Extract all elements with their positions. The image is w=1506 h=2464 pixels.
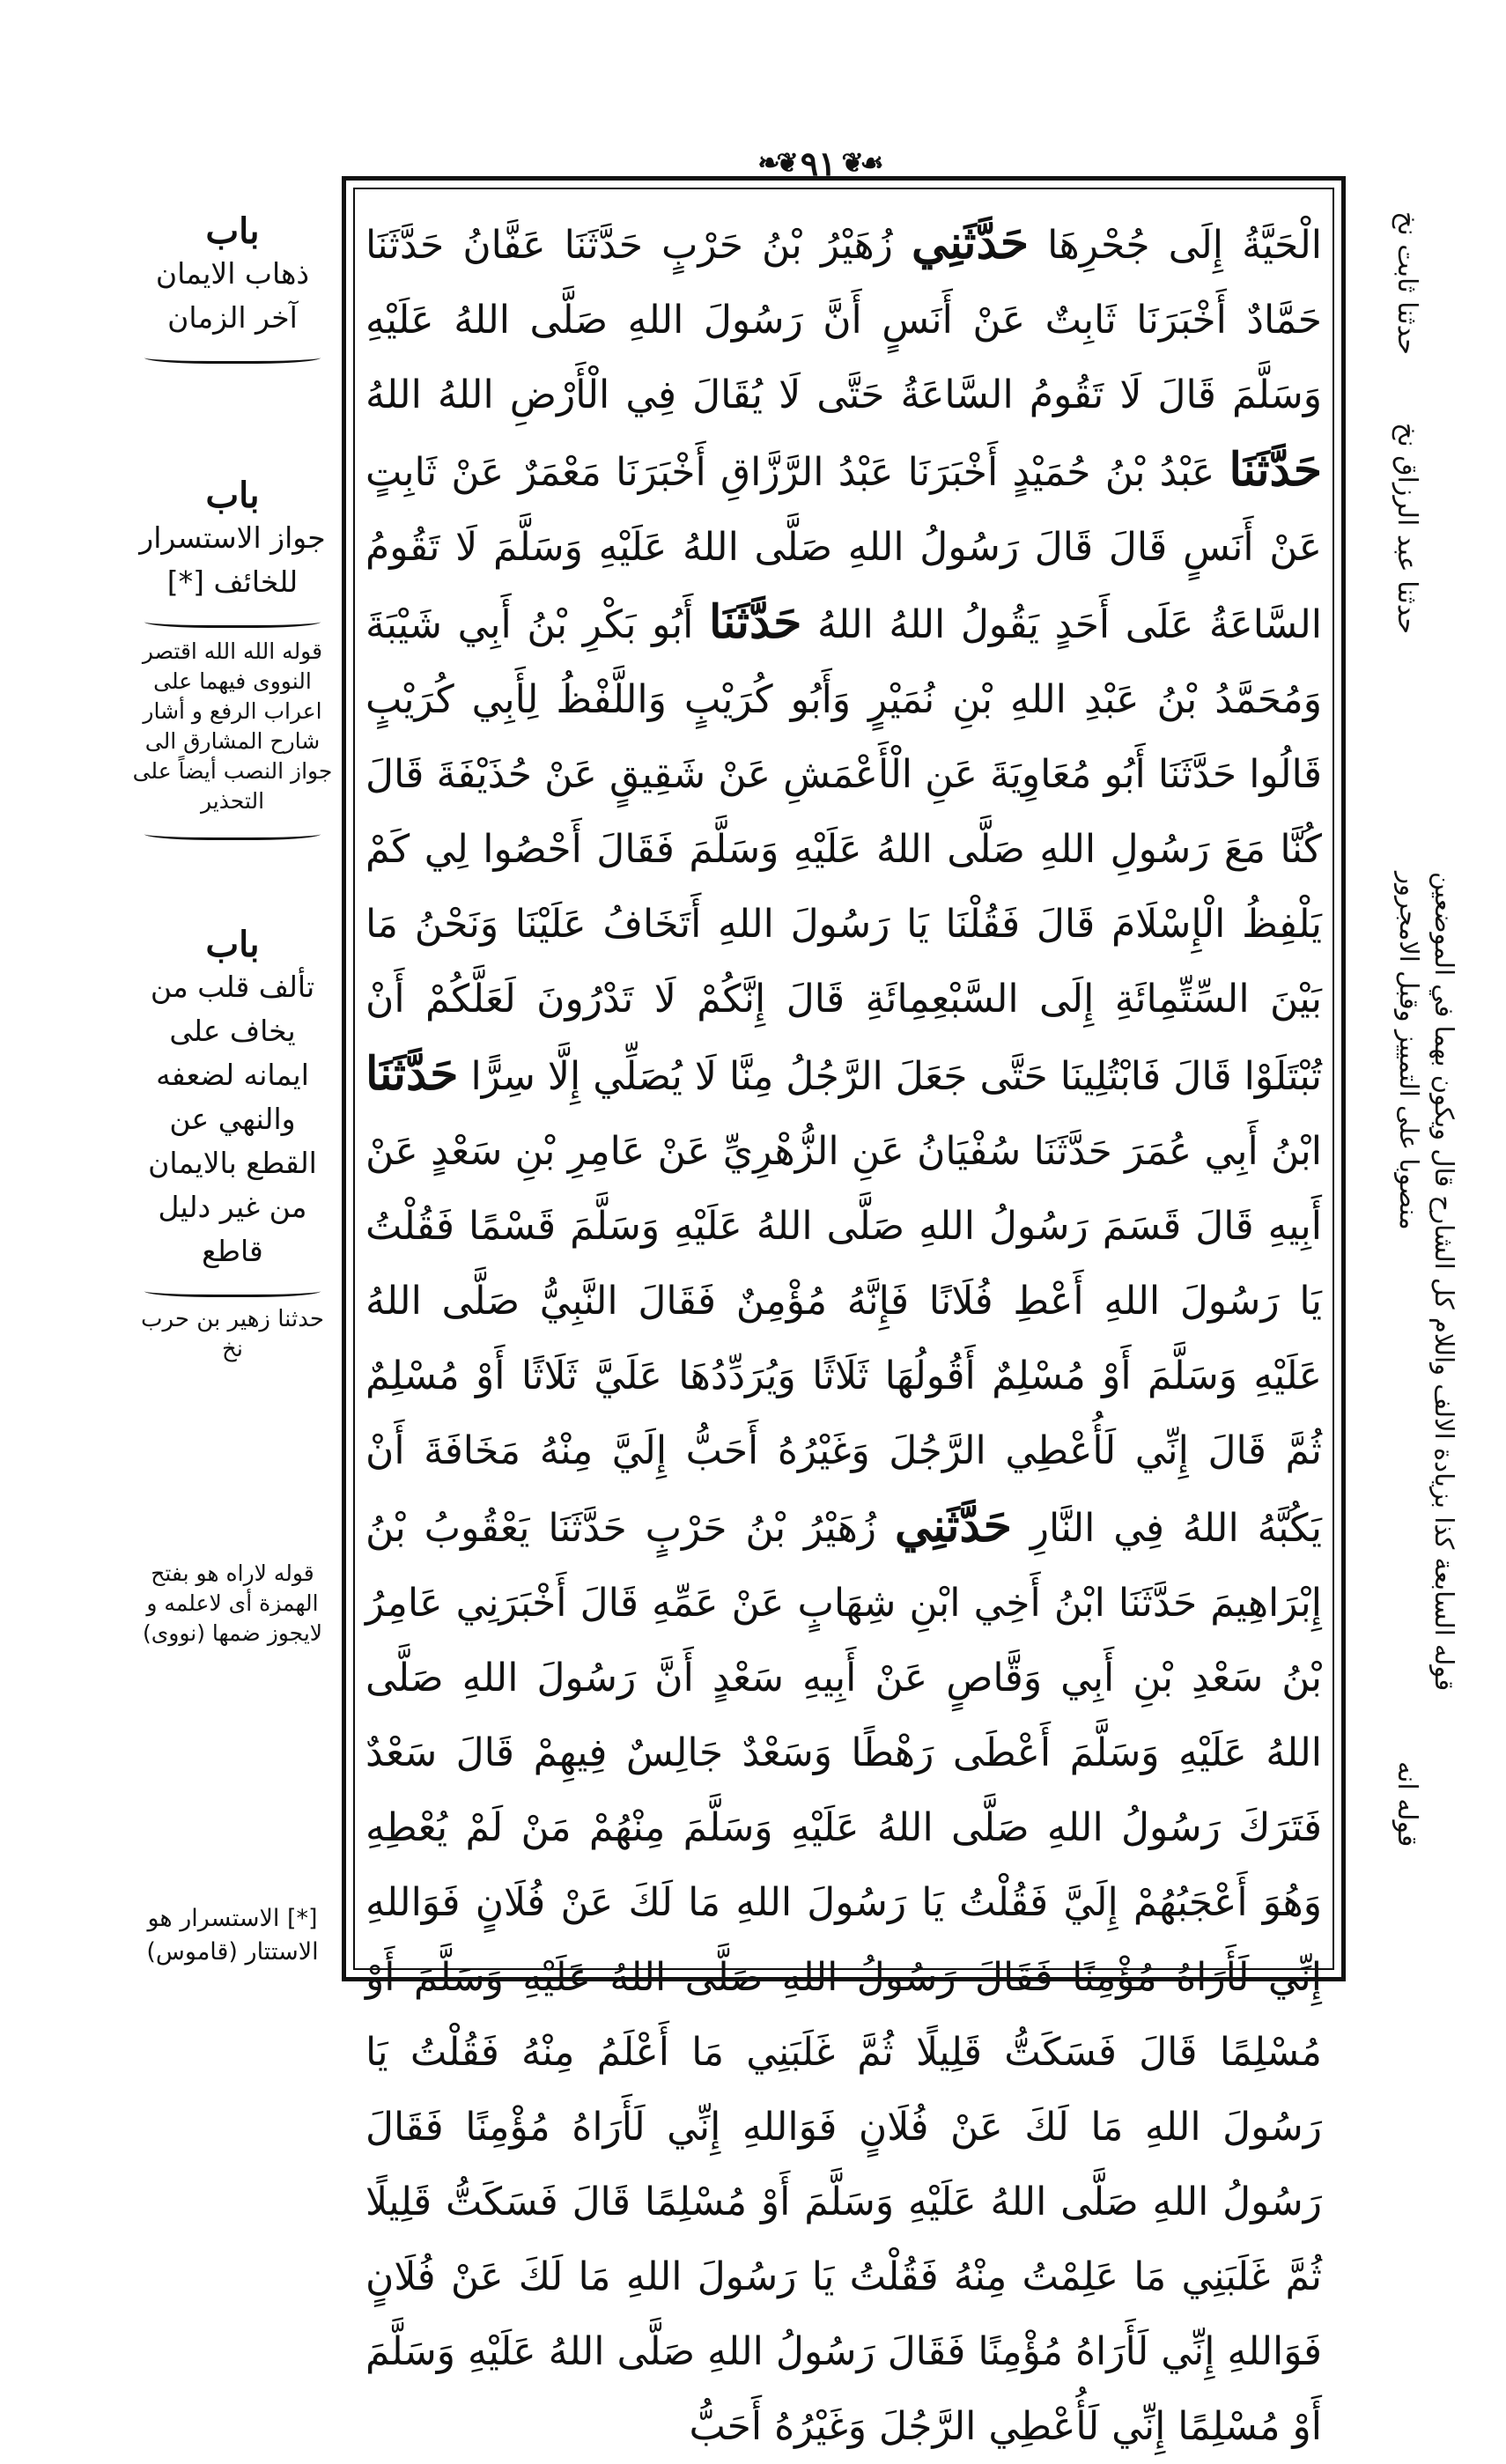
divider <box>144 1282 321 1297</box>
main-text-frame <box>342 176 1346 2449</box>
ornament-left: ❧❦ <box>757 147 795 179</box>
chapter-heading-3 <box>132 925 333 1364</box>
isnad-heading: حَدَّثَنَا <box>365 1047 459 1101</box>
margin-commentary: قوله الله الله اقتصر النووى فيهما على اعراب الرفع و أشار شارح المشارق الى جواز النصب أيضاً على التحذير <box>132 638 333 814</box>
divider <box>144 825 321 840</box>
margin-note-commentary: قوله السابعة كذا بزيادة الالف واللام كل الشارح قال ويكون بهما في الموضعين منصوبا على التمييز وقبل الامجرور <box>1394 872 1459 1692</box>
hadith-segment: زُهَيْرُ بْنُ حَرْبٍ حَدَّثَنَا يَعْقُوبُ بْنُ إِبْرَاهِيمَ حَدَّثَنَا ابْنُ أَخِي ابْنِ شِهَابٍ عَنْ عَمِّهِ قَالَ أَخْبَرَنِي عَامِرُ بْنُ سَعْدِ بْنِ أَبِي وَقَّاصٍ عَنْ أَبِيهِ سَعْدٍ أَنَّ رَسُولَ اللهِ صَلَّى اللهُ عَلَيْهِ وَسَلَّمَ أَعْطَى رَهْطًا وَسَعْدٌ جَالِسٌ فِيهِمْ قَالَ سَعْدٌ فَتَرَكَ رَسُولُ اللهِ صَلَّى اللهُ عَلَيْهِ وَسَلَّمَ مِنْهُمْ مَنْ لَمْ يُعْطِهِ وَهُوَ أَعْجَبُهُمْ إِلَيَّ فَقُلْتُ يَا رَسُولَ اللهِ مَا لَكَ عَنْ فُلَانٍ فَوَاللهِ إِنِّي لَأَرَاهُ مُؤْمِنًا فَقَالَ رَسُولُ اللهِ صَلَّى اللهُ عَلَيْهِ وَسَلَّمَ أَوْ مُسْلِمًا قَالَ فَسَكَتُّ قَلِيلًا ثُمَّ غَلَبَنِي مَا أَعْلَمُ مِنْهُ فَقُلْتُ يَا رَسُولَ اللهِ مَا لَكَ عَنْ فُلَانٍ فَوَاللهِ إِنِّي لَأَرَاهُ مُؤْمِنًا فَقَالَ رَسُولُ اللهِ صَلَّى اللهُ عَلَيْهِ وَسَلَّمَ أَوْ مُسْلِمًا قَالَ فَسَكَتُّ قَلِيلًا ثُمَّ غَلَبَنِي مَا عَلِمْتُ مِنْهُ فَقُلْتُ يَا رَسُولَ اللهِ مَا لَكَ عَنْ فُلَانٍ فَوَاللهِ إِنِّي لَأَرَاهُ مُؤْمِنًا فَقَالَ رَسُولُ اللهِ صَلَّى اللهُ عَلَيْهِ وَسَلَّمَ أَوْ مُسْلِمًا إِنِّي لَأُعْطِي الرَّجُلَ وَغَيْرُهُ أَحَبُّ <box>365 1506 1322 2449</box>
left-margin-headings <box>132 211 333 2008</box>
page-number: ❧❦ ٩١ ❦☙ <box>757 143 881 183</box>
variant-reference: حدثنا زهير بن حرب نخ <box>141 1306 324 1362</box>
hadith-segment: الْحَيَّةُ إِلَى جُحْرِهَا <box>1028 223 1323 268</box>
margin-note-variant-2: حدثنا عبد الرزاق نخ <box>1392 423 1422 634</box>
isnad-heading: حَدَّثَنِي <box>894 1499 1012 1553</box>
divider <box>144 613 321 628</box>
bab-label: باب <box>205 210 260 252</box>
isnad-heading: حَدَّثَنَا <box>708 595 802 649</box>
right-margin-notes <box>1356 176 1497 1981</box>
footnote-istisrar: [*] الاستسرار هو الاستتار (قاموس) <box>146 1905 319 1966</box>
hadith-segment: عَبْدُ بْنُ حُمَيْدٍ أَخْبَرَنَا عَبْدُ الرَّزَّاقِ أَخْبَرَنَا مَعْمَرٌ عَنْ ثَابِتٍ عَنْ أَنَسٍ قَالَ قَالَ رَسُولُ اللهِ صَلَّى اللهُ عَلَيْهِ وَسَلَّمَ لَا تَقُومُ السَّاعَةُ عَلَى أَحَدٍ يَقُولُ اللهُ اللهُ <box>365 450 1322 647</box>
bab-label: باب <box>205 475 260 516</box>
hadith-segment: زُهَيْرُ بْنُ حَرْبٍ حَدَّثَنَا عَفَّانُ حَدَّثَنَا حَمَّادٌ أَخْبَرَنَا ثَابِتٌ عَنْ أَنَسٍ أَنَّ رَسُولَ اللهِ صَلَّى اللهُ عَلَيْهِ وَسَلَّمَ قَالَ لَا تَقُومُ السَّاعَةُ حَتَّى لَا يُقَالَ فِي الْأَرْضِ اللهُ اللهُ <box>365 223 1322 417</box>
hadith-segment: ابْنُ أَبِي عُمَرَ حَدَّثَنَا سُفْيَانُ عَنِ الزُّهْرِيِّ عَنْ عَامِرِ بْنِ سَعْدٍ عَنْ أَبِيهِ قَالَ قَسَمَ رَسُولُ اللهِ صَلَّى اللهُ عَلَيْهِ وَسَلَّمَ قَسْمًا فَقُلْتُ يَا رَسُولَ اللهِ أَعْطِ فُلَانًا فَإِنَّهُ مُؤْمِنٌ فَقَالَ النَّبِيُّ صَلَّى اللهُ عَلَيْهِ وَسَلَّمَ أَوْ مُسْلِمٌ أَقُولُهَا ثَلَاثًا وَيُرَدِّدُهَا عَلَيَّ ثَلَاثًا أَوْ مُسْلِمٌ ثُمَّ قَالَ إِنِّي لَأُعْطِي الرَّجُلَ وَغَيْرُهُ أَحَبُّ إِلَيَّ مِنْهُ مَخَافَةَ أَنْ يَكُبَّهُ اللهُ فِي النَّارِ <box>365 1129 1322 1551</box>
hadith-paragraph <box>365 205 1322 2464</box>
hadith-text <box>365 205 1323 2449</box>
bab-label: باب <box>205 924 260 965</box>
isnad-heading: حَدَّثَنِي <box>912 216 1029 269</box>
hadith-segment: أَبُو بَكْرِ بْنُ أَبِي شَيْبَةَ وَمُحَمَّدُ بْنُ عَبْدِ اللهِ بْنِ نُمَيْرٍ وَأَبُو كُرَيْبٍ وَاللَّفْظُ لِأَبِي كُرَيْبٍ قَالُوا حَدَّثَنَا أَبُو مُعَاوِيَةَ عَنِ الْأَعْمَشِ عَنْ شَقِيقٍ عَنْ حُذَيْفَةَ قَالَ كُنَّا مَعَ رَسُولِ اللهِ صَلَّى اللهُ عَلَيْهِ وَسَلَّمَ فَقَالَ أَحْصُوا لِي كَمْ يَلْفِظُ الْإِسْلَامَ قَالَ فَقُلْنَا يَا رَسُولَ اللهِ أَتَخَافُ عَلَيْنَا وَنَحْنُ مَا بَيْنَ السِّتِّمِائَةِ إِلَى السَّبْعِمِائَةِ قَالَ إِنَّكُمْ لَا تَدْرُونَ لَعَلَّكُمْ أَنْ تُبْتَلَوْا قَالَ فَابْتُلِينَا حَتَّى جَعَلَ الرَّجُلُ مِنَّا لَا يُصَلِّي إِلَّا سِرًّا <box>365 602 1322 1099</box>
margin-note-lara: قوله لاراه هو بفتح الهمزة أى لاعلمه و لايجوز ضمها (نووى) <box>142 1560 323 1646</box>
chapter-heading-2 <box>132 476 333 840</box>
divider <box>144 349 321 364</box>
chapter-title: جواز الاستسرار للخائف [*] <box>139 520 326 599</box>
ornament-right: ❦☙ <box>841 147 881 179</box>
margin-note-4: قوله انه <box>1392 1761 1422 1848</box>
chapter-title: تألف قلب من يخاف على ايمانه لضعفه والنهي عن القطع بالايمان من غير دليل قاطع <box>148 970 317 1268</box>
margin-note-variant-1: حدثنا ثابت نخ <box>1392 211 1422 355</box>
chapter-heading-1 <box>132 211 333 364</box>
chapter-title: ذهاب الايمان آخر الزمان <box>155 256 310 335</box>
isnad-heading: حَدَّثَنَا <box>1229 443 1322 497</box>
